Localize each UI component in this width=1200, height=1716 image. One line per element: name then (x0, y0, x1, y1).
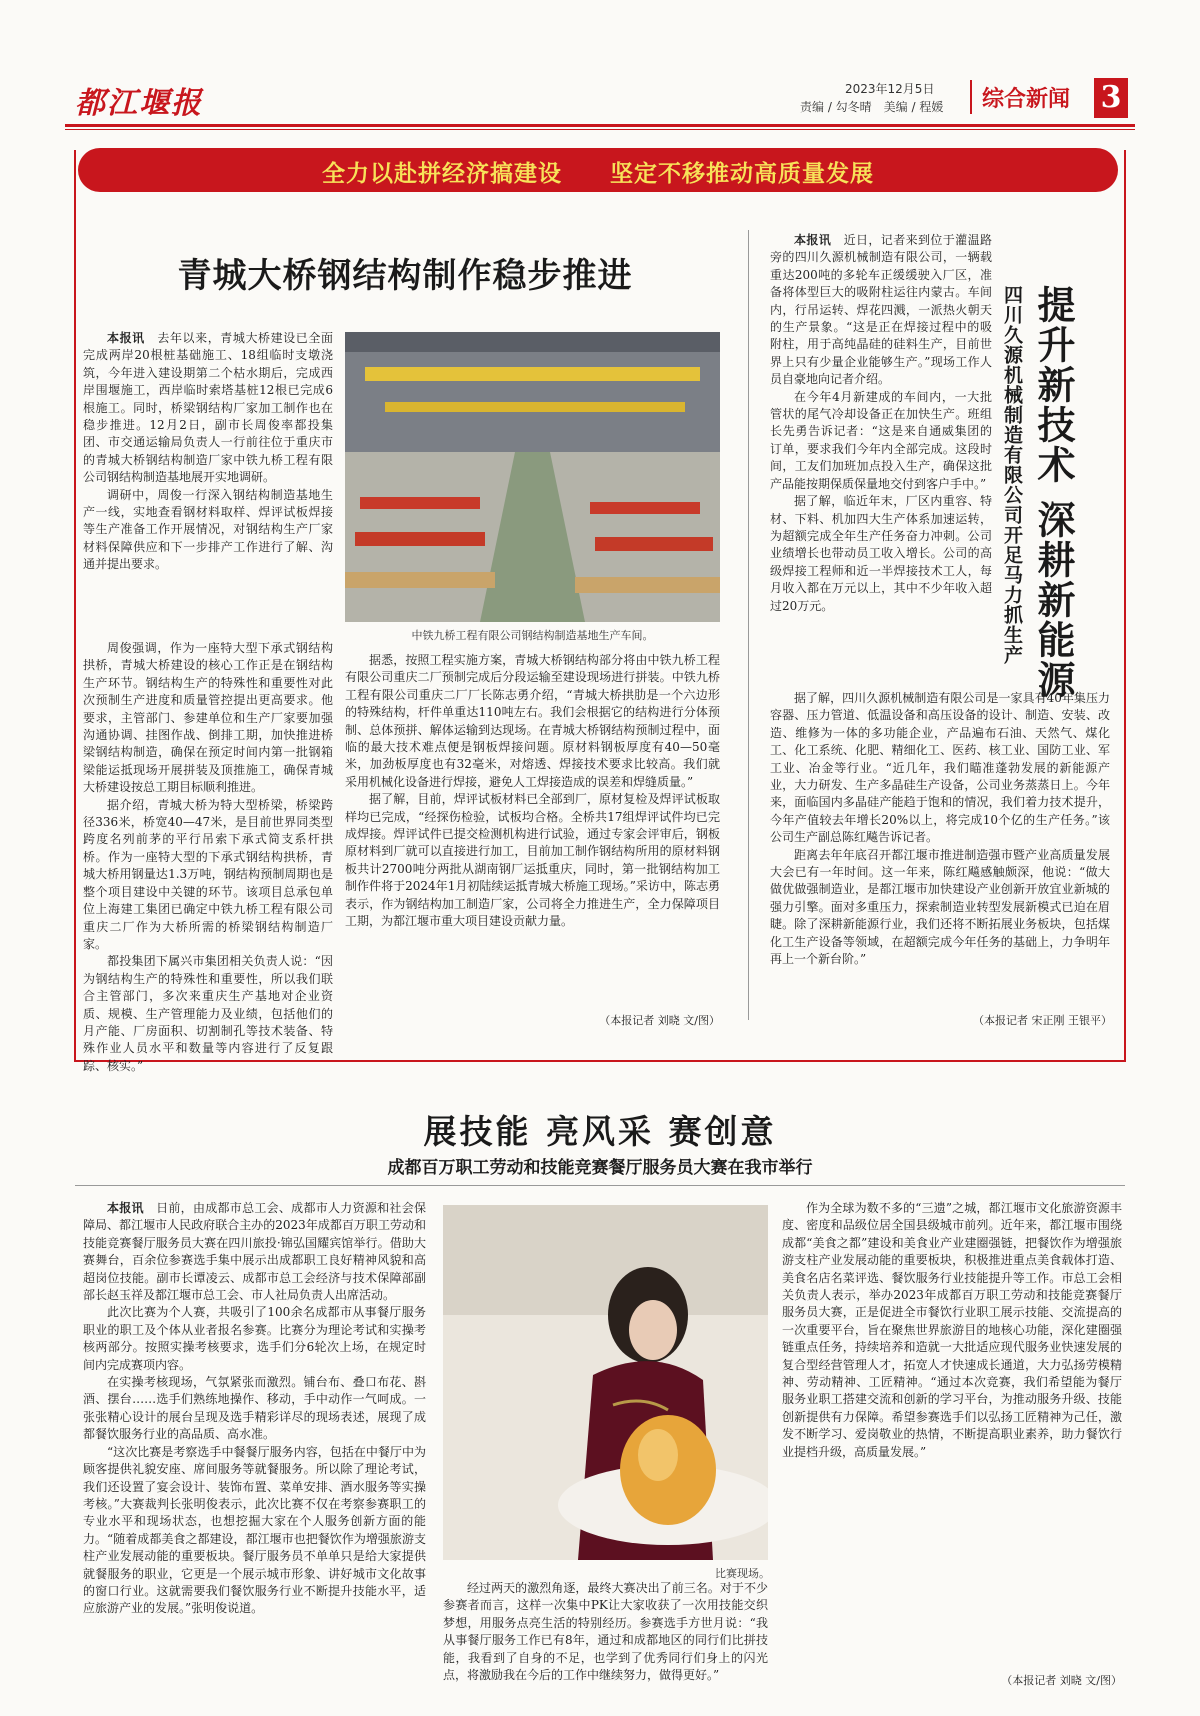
article1-para-6: 据悉，按照工程实施方案，青城大桥钢结构部分将由中铁九桥工程有限公司重庆二厂预制完成后分段运输至建设现场进行拼装。中铁九桥工程有限公司重庆二厂厂长陈志勇介绍，“青城大桥拱肋是一个六边形的特殊结构，杆件单重达110吨左右。我们会根据它的结构进行分体预制、总体预拼、解体运输到达现场。在青城大桥钢结构预制过程中，面临的最大技术难点便是钢板焊接问题。原材料钢板厚度有40—50毫米，加劲板厚度也有32毫米，对熔透、焊接技术要求比较高。我们就采用机械化设备进行焊接，避免人工焊接造成的误差和焊缝质量。” (345, 653, 720, 789)
article1-credit: （本报记者 刘晓 文/图） (599, 1014, 720, 1027)
article1-para-2: 调研中，周俊一行深入钢结构制造基地生产一线，实地查看钢材料取样、焊评试板焊接等生产准备工作开展情况，对钢结构生产厂家材料保障供应和下一步排产工作进行了解、沟通并提出要求。 (83, 487, 333, 572)
article3-headline: 展技能 亮风采 赛创意 (423, 1112, 777, 1151)
article1-para-1: 去年以来，青城大桥建设已全面完成两岸20根桩基础施工、18组临时支墩浇筑，今年进入建设期第二个枯水期后，完成西岸围堰施工，西岸临时索塔基桩12根已完成6根施工。同时，桥梁钢结构厂家加工制作也在稳步推进。12月2日，副市长周俊率都投集团、市交通运输局负责人一行前往位于重庆市的青城大桥钢结构制造厂家中铁九桥工程有限公司钢结构制造基地展开实地调研。 (83, 331, 333, 485)
article1-col1b (83, 640, 333, 1075)
article1-para-5: 都投集团下属兴市集团相关负责人说：“因为钢结构生产的特殊性和重要性，所以我们联合主管部门，多次来重庆生产基地对企业资质、规模、生产管理能力及业绩，包括他们的月产能、厂房面积、切割制孔等技术装备、特殊作业人员水平和数量等内容进行了反复跟踪、核实。” (83, 954, 333, 1073)
article2-para-2: 在今年4月新建成的车间内，一大批管状的尾气冷却设备正在加快生产。班组长先勇告诉记者：“这是来自通威集团的订单，要求我们今年内全部完成。这段时间，工友们加班加点投入生产，确保这批产品能按期保质保量地交付到客户手中。” (770, 389, 992, 491)
article2-headline: 提升新技术 深耕新能源 (1031, 285, 1075, 701)
article3-col3 (782, 1200, 1122, 1461)
competition-photo (443, 1205, 768, 1560)
article3-lead-label: 本报讯 (107, 1201, 144, 1215)
page-number: 3 (1094, 78, 1128, 118)
article1-headline: 青城大桥钢结构制作稳步推进 (177, 256, 633, 296)
article2-lead-label: 本报讯 (794, 233, 832, 247)
article2-para-3: 据了解，临近年末，厂区内重容、特材、下料、机加四大生产体系加速运转，为超额完成全年生产任务奋力冲刺。公司业绩增长也带动员工收入增长。公司的高级焊接工程师和近一半焊接技术工人，每月收入都在万元以上，其中不少年收入超过20万元。 (770, 494, 992, 613)
article3-para-2: 此次比赛为个人赛，共吸引了100余名成都市从事餐厅服务职业的职工及个体从业者报名参赛。比赛分为理论考试和实操考核两部分。按照实操考核要求，选手们分6轮次上场，在规定时间内完成赛项内容。 (83, 1305, 426, 1372)
article1-para-7: 据了解，目前，焊评试板材料已全部到厂，原材复检及焊评试板取样均已完成，“经探伤检验，试板均合格。全桥共17组焊评试件均已完成焊接。焊评试件已提交检测机构进行试验，通过专家会评审后，钢板原材料到厂就可以直接进行加工，目前加工制作钢结构所用的原材料钢板共计2700吨分两批从湖南钢厂运抵重庆，同时，第一批钢结构加工制作件将于2024年1月初陆续运抵青城大桥施工现场。”采访中，陈志勇表示，作为钢结构加工制造厂家，公司将全力推进生产，全力保障项目工期，为都江堰市重大项目建设贡献力量。 (345, 792, 720, 929)
article3-col2-tail (443, 1580, 768, 1684)
editor-credits: 责编 / 勾冬晴 美编 / 程媛 (800, 100, 944, 114)
column-divider (748, 230, 749, 1020)
article1-col1 (83, 330, 333, 574)
article3-col1 (83, 1200, 426, 1618)
article2-body-wide (770, 690, 1110, 969)
article2-para-4: 据了解，四川久源机械制造有限公司是一家具有40年集压力容器、压力管道、低温设备和高压设备的设计、制造、安装、改造、维修为一体的多功能企业，产品遍布石油、天然气、煤化工、化工系统、化肥、精细化工、医药、核工业、国防工业、军工业、冶金等行业。“近几年，我们瞄准蓬勃发展的新能源产业，大力研发、生产多晶硅生产设备，公司业务蒸蒸日上。今年来，面临国内多晶硅产能趋于饱和的情况，我们着力技术提升，今年产值较去年增长20%以上，将完成10个亿的生产任务。”该公司生产副总陈红飚告诉记者。 (770, 691, 1110, 845)
article2-subheadline: 四川久源机械制造有限公司开足马力抓生产 (1001, 285, 1023, 665)
article2-para-5: 距离去年年底召开都江堰市推进制造强市暨产业高质量发展大会已有一年时间。这一年来，陈红飚感触颇深，他说：“做大做优做强制造业，是都江堰市加快建设产业创新开放宜业新城的强力引擎。面对多重压力，探索制造业转型发展新模式已迫在眉睫。除了深耕新能源行业，我们还将不断拓展业务板块，包括煤化工生产设备等领域，在超额完成今年任务的基础上，力争明年再上一个新台阶。” (770, 847, 1110, 967)
article1-col2 (345, 652, 720, 931)
article2-para-1: 近日，记者来到位于灌温路旁的四川久源机械制造有限公司，一辆载重达200吨的多轮车正缓缓驶入厂区，准备将体型巨大的吸附柱运往内蒙古。车间内，行吊运转、焊花四溅，一派热火朝天的生产景象。“这是正在焊接过程中的吸附柱，用于高纯晶硅的硅料生产，目前世界上只有少量企业能够生产。”现场工作人员自豪地向记者介绍。 (770, 233, 992, 387)
article1-lead-label: 本报讯 (107, 331, 145, 345)
slogan-text: 全力以赴拼经济搞建设 坚定不移推动高质量发展 (322, 161, 874, 187)
masthead-logo: 都江堰报 (75, 86, 203, 121)
article3-photo-caption: 比赛现场。 (715, 1567, 770, 1580)
header-rule (65, 124, 1135, 127)
article1-photo-caption: 中铁九桥工程有限公司钢结构制造基地生产车间。 (411, 629, 654, 642)
article3-rule (75, 1185, 1125, 1186)
header-divider (970, 80, 972, 114)
article3-para-3: 在实操考核现场，气氛紧张而激烈。铺台布、叠口布花、斟酒、摆台……选手们熟练地操作、移动，手中动作一气呵成。一张张精心设计的展台呈现及选手精彩详尽的现场表述，展现了成都餐饮服务行业的高品质、高水准。 (83, 1375, 426, 1442)
article3-para-6: 作为全球为数不多的“三遗”之城，都江堰市文化旅游资源丰度、密度和品级位居全国县级城市前列。近年来，都江堰市围绕成都“美食之都”建设和美食业产业建圈强链，把餐饮作为增强旅游支柱产业发展动能的重要板块，积极推进重点美食载体打造、美食名店名菜评选、餐饮服务行业技能提升等工作。市总工会相关负责人表示，举办2023年成都百万职工劳动和技能竞赛餐厅服务员大赛，正是促进全市餐饮行业职工展示技能、交流提高的一次重要平台，旨在聚焦世界旅游目的地核心功能，深化建圈强链重点任务，持续培养和造就一大批适应现代服务业快速发展的复合型经营管理人才，拓宽人才快速成长通道，大力弘扬劳模精神、劳动精神、工匠精神。“通过本次竞赛，我们希望能为餐厅服务业职工搭建交流和创新的学习平台，为推动服务升级、技能创新提供有力保障。希望参赛选手们以弘扬工匠精神为己任，激发不断学习、爱岗敬业的热情，不断提高职业素养，助力餐饮行业提档升级，高质量发展。” (782, 1201, 1122, 1459)
article3-para-5-lead: 经过两天的激烈角逐，最终大赛决出了前三名。对于不少参赛者而言，这样一次集中PK让大家收获了一次用技能交织梦想，用服务点亮生活的特别经历。参赛选手方世月说：“我从事餐厅服务工作已有8年，通过和成都地区的同行们比拼技能，我看到了自身的不足，也学到了优秀同行们身上的闪光点，将激励我在今后的工作中继续努力，做得更好。” (443, 1581, 768, 1683)
article3-credit: （本报记者 刘晓 文/图） (1001, 1674, 1122, 1687)
article3-subheadline: 成都百万职工劳动和技能竞赛餐厅服务员大赛在我市举行 (387, 1158, 813, 1178)
article3-para-1: 日前，由成都市总工会、成都市人力资源和社会保障局、都江堰市人民政府联合主办的2023年成都百万职工劳动和技能竞赛餐厅服务员大赛在四川旅投·锦弘国耀宾馆举行。借助大赛舞台，百余位参赛选手集中展示出成都职工良好精神风貌和高超岗位技能。副市长谭凌云、成都市总工会经济与技术保障部副部长赵玉祥及都江堰市总工会、市人社局负责人出席活动。 (83, 1201, 426, 1303)
section-name: 综合新闻 (982, 87, 1071, 112)
article1-para-4: 据介绍，青城大桥为特大型桥梁，桥梁跨径336米，桥宽40—47米，是目前世界同类型跨度名列前茅的平行吊索下承式简支系杆拱桥。作为一座特大型的下承式钢结构拱桥，青城大桥用钢量达1.3万吨，钢结构预制周期也是整个项目建设中关键的环节。该项目总承包单位上海建工集团已确定中铁九桥工程有限公司重庆二厂作为大桥所需的桥梁钢结构制造厂家。 (83, 797, 333, 951)
article3-para-4: “这次比赛是考察选手中餐餐厅服务内容，包括在中餐厅中为顾客提供礼貌安座、席间服务等就餐服务。所以除了理论考试，我们还设置了宴会设计、装饰布置、菜单安排、酒水服务等实操考核。”大赛裁判长张明俊表示，此次比赛不仅在考察参赛职工的专业水平和现场状态，也想挖掘大家在个人服务创新方面的能力。“随着成都美食之都建设，都江堰市也把餐饮作为增强旅游支柱产业发展动能的重要板块。餐厅服务员不单单只是给大家提供就餐服务的职业，它更是一个展示城市形象、讲好城市文化故事的窗口行业。这就需要我们餐饮服务行业不断提升技能水平，适应旅游产业的发展。”张明俊说道。 (83, 1444, 426, 1616)
article2-credit: （本报记者 宋正刚 王银平） (973, 1014, 1112, 1027)
article1-para-3: 周俊强调，作为一座特大型下承式钢结构拱桥，青城大桥建设的核心工作正是在钢结构生产环节。钢结构生产的特殊性和重要性对此次预制生产进度和质量管控提出更高要求。他要求，主管部门、参建单位和生产厂家要加强沟通协调、挂图作战、倒排工期，加快推进桥梁钢结构制造，确保在预定时间内第一批钢箱梁能运抵现场开展拼装及顶推施工，确保青城大桥建设按总工期目标顺利推进。 (83, 641, 333, 795)
header-rule-thin (65, 129, 1135, 130)
article2-body (770, 232, 992, 615)
issue-date: 2023年12月5日 (845, 82, 935, 96)
factory-workshop-photo (345, 332, 720, 622)
